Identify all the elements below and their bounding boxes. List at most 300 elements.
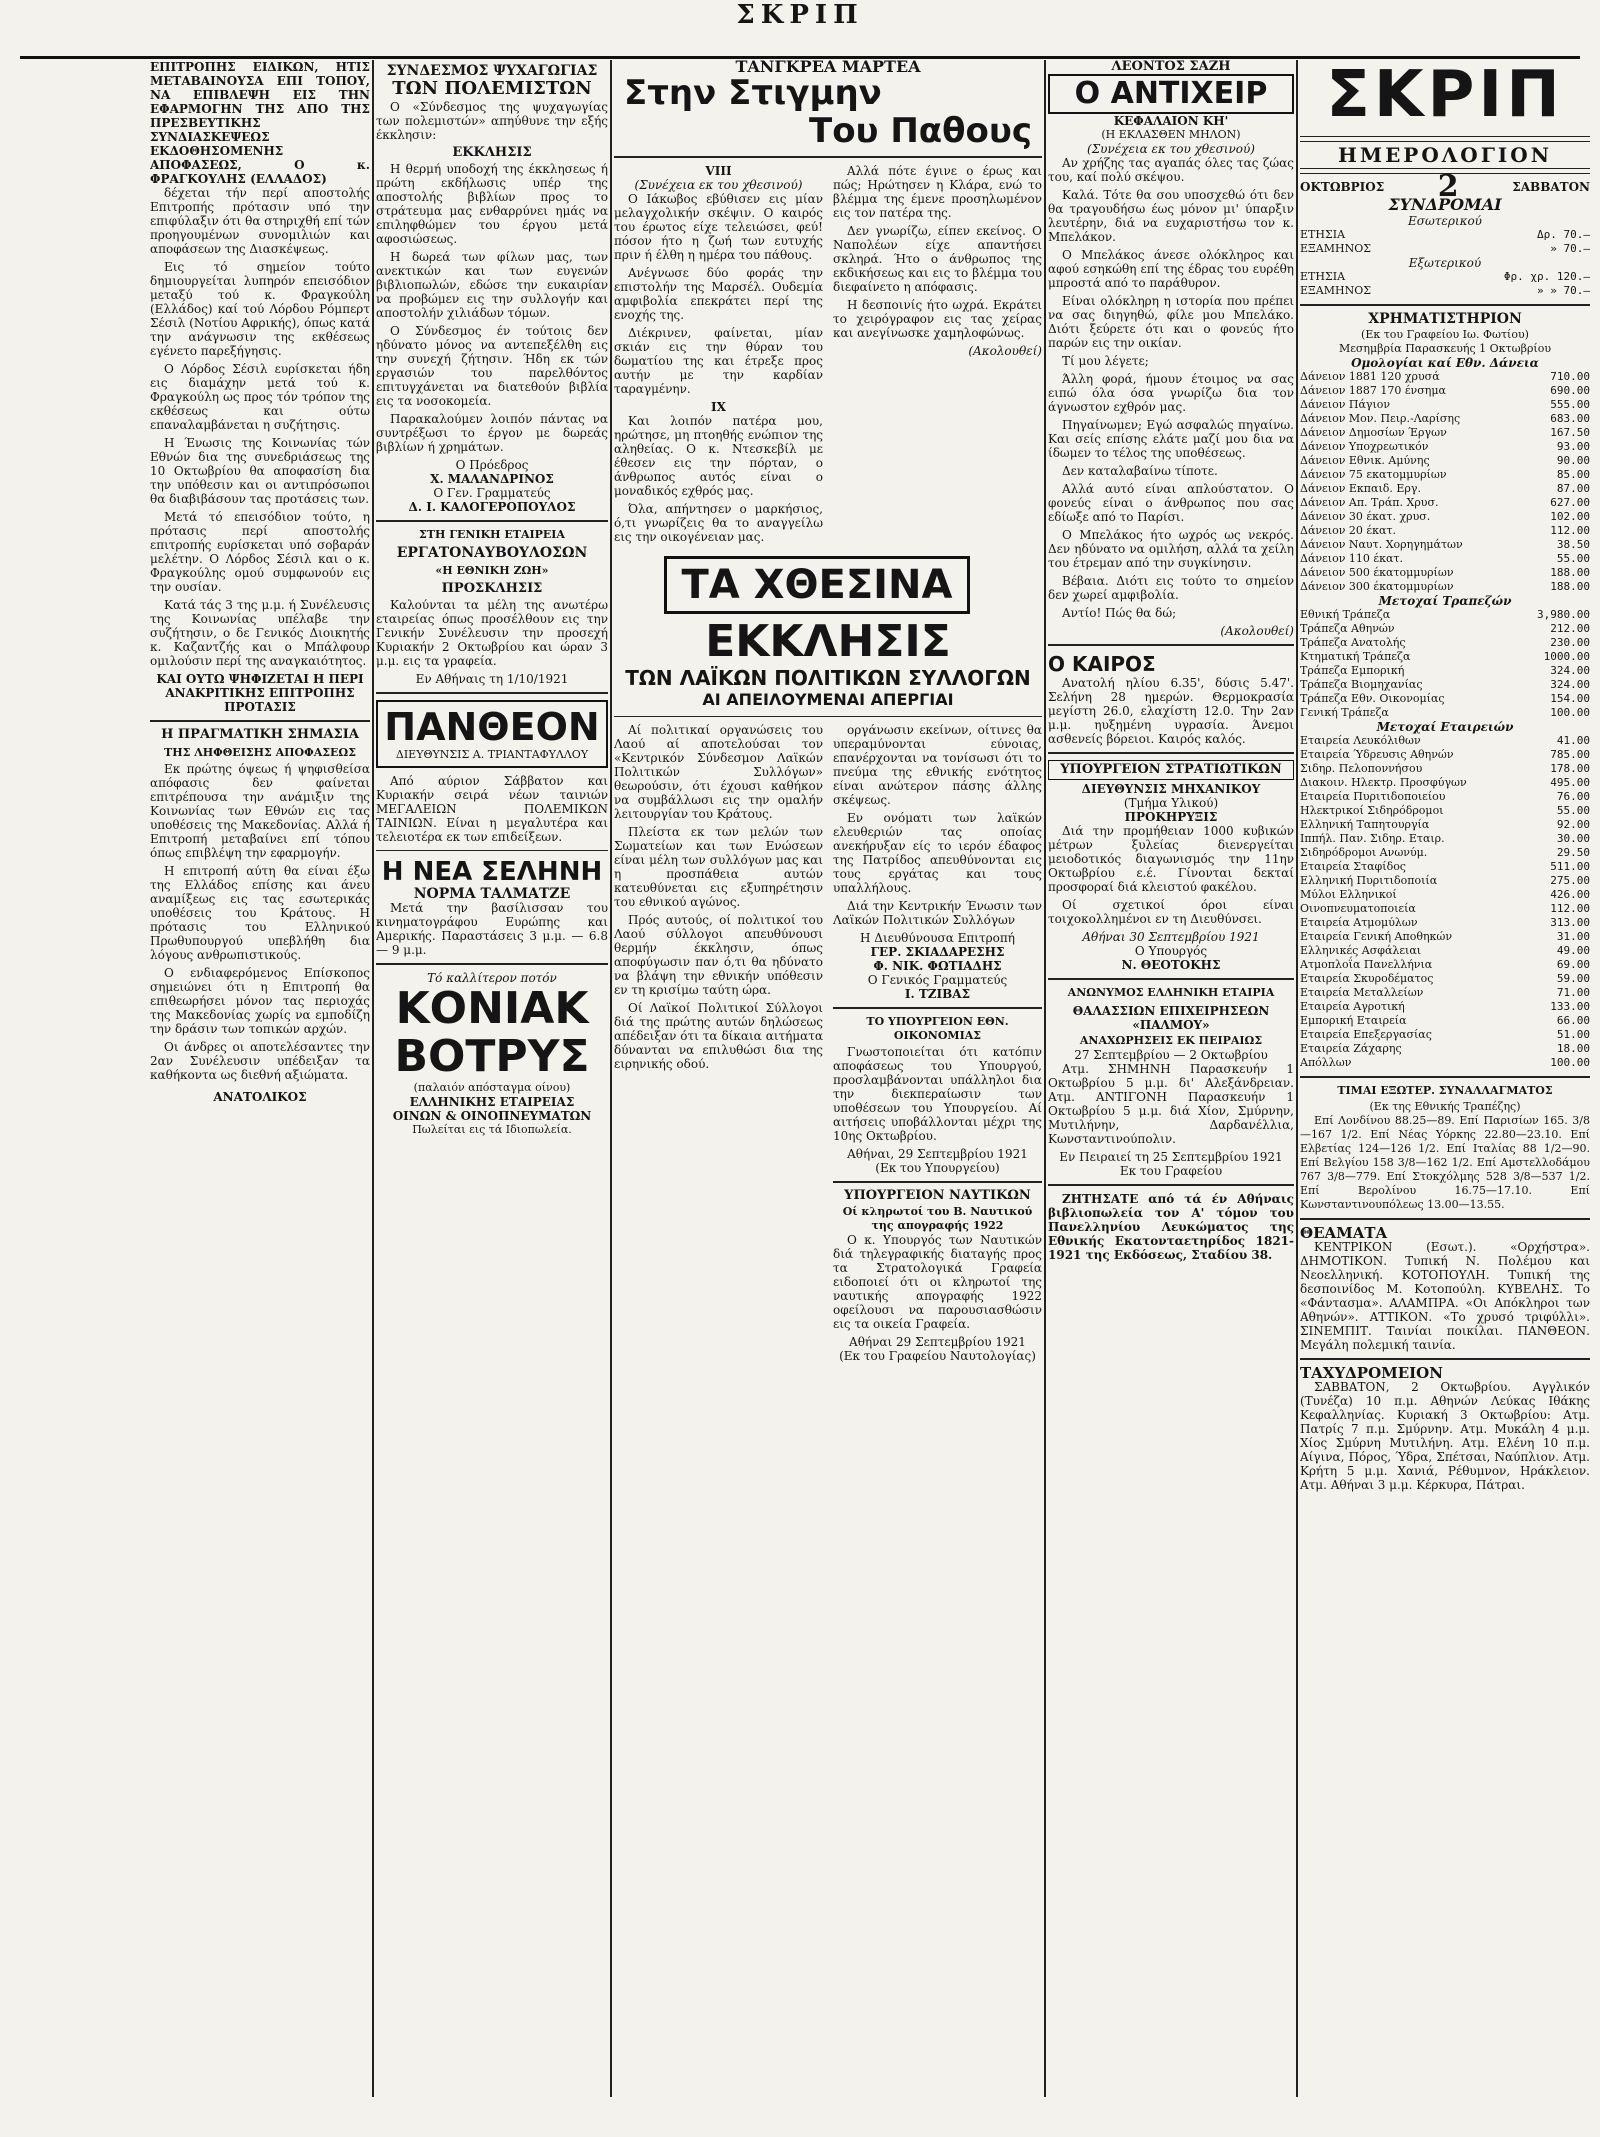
column-3: [614, 60, 1042, 2117]
pantheon-subtitle: ΔΙΕΥΘΥΝΣΙΣ Α. ΤΡΙΑΝΤΑΦΥΛΛΟΥ: [395, 748, 589, 761]
section-rule: [1300, 1076, 1590, 1078]
section-rule: [1048, 978, 1294, 980]
bank-share-row: [1300, 622, 1590, 636]
loan-label: Δάνειον 20 έκατ.: [1300, 524, 1396, 537]
article-paragraph: Η επιτροπή αύτη θα είναι έξω της Ελλάδος επίσης και άνευ αναμίξεως εις τας εσωτερικάς υποθέσεις του Κράτους. Η πρότασις του Ελληνικού Πρωθυπουργού υπεβλήθη δια λόγους ανθρωπιστικούς.: [150, 864, 370, 962]
masthead: ΣΚΡΙΠ: [1326, 60, 1564, 132]
column-1: [150, 60, 370, 2117]
appeal-left: [614, 723, 823, 1363]
article-paragraph: Εκ πρώτης όψεως ή ψηφισθείσα απόφασις δεν φαίνεται επιτρέπουσα την ανάμιξιν της Κοινωνίας των Εθνών εις τας υποθέσεις της Μακεδονίας. Αλλά ή Επιτροπή μεταβαίνει επί τόπου όπως επιβλέψη την εφαρμογήν.: [150, 762, 370, 860]
company-share-label: Εταιρεία Λευκόλιθων: [1300, 734, 1421, 747]
subscription-label: ΕΤΗΣΙΑ: [1300, 228, 1346, 241]
loan-label: Δάνειον 1881 120 χρυσά: [1300, 370, 1440, 383]
company-share-row: [1300, 1028, 1590, 1042]
bank-share-row: [1300, 664, 1590, 678]
bank-share-row: [1300, 678, 1590, 692]
pantheon-text: Από αύριον Σάββατον και Κυριακήν σειρά νέων ταινιών ΜΕΓΑΛΕΙΩΝ ΠΟΛΕΜΙΚΩΝ ΤΑΙΝΙΩΝ. Είναι η μεγαλυτέρα και τελειοτέρα εκ των επιδείξεων.: [376, 774, 608, 844]
subscription-value: Φρ. χρ. 120.—: [1503, 270, 1590, 283]
article-paragraph: δέχεται τήν περί αποστολής Επιτροπής πρότασιν υπό την επιφύλαξιν ότι θα στηριχθή επί τών προηγουμένων συνομιλιών και αποφάσεων της Διασκέψεως.: [150, 186, 370, 256]
article-subhead: ΚΑΙ ΟΥΤΩ ΨΗΦΙΖΕΤΑΙ Η ΠΕΡΙ ΑΝΑΚΡΙΤΙΚΗΣ ΕΠΙΤΡΟΠΗΣ ΠΡΟΤΑΣΙΣ: [156, 672, 364, 714]
company-share-value: 18.00: [1556, 1042, 1590, 1055]
article-paragraph: Οι άνδρες οι αποτελέσαντες την 2αν Συνέλευσιν υπέδειξαν τα καθήκοντα ως διεθνή αξιώματα.: [150, 1040, 370, 1082]
column-divider: [372, 60, 374, 2097]
notice-heading: ΕΡΓΑΤΟΝΑΥΒΟΥΛΟΣΩΝ: [396, 545, 588, 561]
bank-share-label: Τράπεζα Εθν. Οικονομίας: [1300, 692, 1445, 705]
company-share-row: [1300, 958, 1590, 972]
serial-continued: (Ακολουθεί): [1220, 624, 1294, 638]
loan-label: Δάνειον Ναυτ. Χορηγημάτων: [1300, 538, 1463, 551]
serial-paragraph: Είναι ολόκληρη η ιστορία που πρέπει να σας διηγηθώ, φίλε μου Μπελάκο. Διότι ξεύρετε ότι και ο φονεύς ήτο παρών εις την οικίαν.: [1048, 294, 1294, 350]
company-share-row: [1300, 986, 1590, 1000]
loan-label: Δάνειον 500 έκατομμυρίων: [1300, 566, 1454, 579]
bank-share-row: [1300, 692, 1590, 706]
serial-continued: (Ακολουθεί): [968, 344, 1042, 358]
appeal-paragraph: Οί Λαϊκοί Πολιτικοί Σύλλογοι διά της πρώτης αυτών δηλώσεως απέδειξαν ότι τα δίκαια αιτήματα δύνανται να επιλυθώσι δια της ειρηνικής οδού.: [614, 1001, 823, 1071]
article-paragraph: Εις τό σημείον τούτο δημιουργείται λυπηρόν επεισόδιον μεταξύ τού κ. Φραγκούλη (Ελλάδος) καί τού Λόρδου Ρόμπερτ Σέσιλ (Νοτίου Αφρικής), όπως κατά την ανάγνωσιν της εκθέσεως εγένετο παρεξήγησις.: [150, 260, 370, 358]
loan-value: 690.00: [1550, 384, 1590, 397]
serial-paragraph: Ο Μπελάκος ήτο ωχρός ως νεκρός. Δεν ηδύνατο να ομιλήση, αλλά τα χείλη του έτρεμαν από την συγκίνησιν.: [1048, 528, 1294, 570]
loan-label: Δάνειον 30 έκατ. χρυσ.: [1300, 510, 1431, 523]
selini-subtitle: ΝΟΡΜΑ ΤΑΛΜΑΤΖΕ: [413, 886, 571, 902]
article-signature: ΑΝΑΤΟΛΙΚΟΣ: [213, 1090, 307, 1104]
loan-row: [1300, 510, 1590, 524]
company-share-label: Εταιρεία Πυριτιδοποιείου: [1300, 790, 1446, 803]
subscription-row: [1300, 228, 1590, 242]
company-share-label: Εμπορική Εταιρεία: [1300, 1014, 1407, 1027]
weather-text: Ανατολή ηλίου 6.35', δύσις 5.47'. Σελήνη 28 ημερών. Θερμοκρασία μεγίστη 26.0, ελαχίστη 12.0. Την 2αν μ.μ. ηυξημένη υγρασία. Άνεμοι ασθενείς βόρειοι. Καιρός καλός.: [1048, 676, 1294, 746]
bank-share-row: [1300, 608, 1590, 622]
signature-name: Χ. ΜΑΛΑΝΔΡΙΝΟΣ: [430, 472, 554, 486]
navy-text: Ο κ. Υπουργός των Ναυτικών διά τηλεγραφικής διαταγής προς τα Στρατολογικά Γραφεία ειδοποιεί ότι οι κληρωτοί της ναυτικής απογραφής 1922 οφείλουσι να παρουσιασθώσιν εις τα οικεία Γραφεία.: [833, 1233, 1042, 1331]
section-heading: Η ΠΡΑΓΜΑΤΙΚΗ ΣΗΜΑΣΙΑ: [161, 727, 359, 742]
subscriptions-heading: ΣΥΝΔΡΟΜΑΙ: [1388, 195, 1502, 214]
company-share-value: 92.00: [1556, 818, 1590, 831]
bank-share-value: 212.00: [1550, 622, 1590, 635]
section-rule: [833, 1181, 1042, 1183]
company-share-value: 29.50: [1556, 846, 1590, 859]
company-share-label: Εταιρεία Σταφίδος: [1300, 860, 1406, 873]
company-share-row: [1300, 902, 1590, 916]
theatre-heading: ΘΕΑΜΑΤΑ: [1300, 1224, 1388, 1242]
company-share-label: Απόλλων: [1300, 1056, 1352, 1069]
date-weekday: ΣΑΒΒΑΤΟΝ: [1512, 180, 1590, 194]
company-share-label: Εταιρεία Σκυροδέματος: [1300, 972, 1434, 985]
section-rule: [1300, 1218, 1590, 1220]
date-day: 2: [1437, 169, 1459, 204]
serial-paragraph: Ο Ιάκωβος εβύθισεν εις μίαν μελαγχολικήν σκέψιν. Ο καιρός του έρωτος είχε τελειώσει, φεύ! πόσον ήτο η ζωή των ευτυχής πριν ή έλθη η ημέρα του πάθους.: [614, 192, 823, 262]
company-share-value: 71.00: [1556, 986, 1590, 999]
ad-brand: ΒΟΤΡΥΣ: [394, 1031, 590, 1082]
article-paragraph: Η Ένωσις της Κοινωνίας τών Εθνών δια της συνεδριάσεως της 10 Οκτωβρίου θα αποφασίση δια την υπόθεσιν και οι αντιπρόσωποι θα διαβιβάσουν τας προτάσεις των.: [150, 436, 370, 506]
companies-heading: Μετοχαί Εταιρειών: [1376, 720, 1514, 734]
signature-title: Ο Πρόεδρος: [455, 458, 529, 472]
article-paragraph: Παρακαλούμεν λοιπόν πάντας να συντρέξωσι το έργον με δωρεάς βιβλίων ή χρημάτων.: [376, 412, 608, 454]
company-share-label: Ιππήλ. Παν. Σιδηρ. Εταιρ.: [1300, 832, 1445, 845]
company-share-row: [1300, 776, 1590, 790]
section-rule: [833, 1007, 1042, 1009]
shipping-text: Ατμ. ΣΗΜΗΝΗ Παρασκευήν 1 Οκτωβρίου 5 μ.μ. δι' Αλεξάνδρειαν. Ατμ. ΑΝΤΙΓΟΝΗ Παρασκευήν 1 Οκτωβρίου 5 μ.μ. διά Χίον, Σμύρνην, Μυτιλήνην, Δαρδανέλλια, Κωνσταντινούπολιν.: [1048, 1062, 1294, 1146]
notice-date: Εν Αθήναις τη 1/10/1921: [415, 672, 569, 686]
bank-share-label: Τράπεζα Βιομηχανίας: [1300, 678, 1423, 691]
serial-paragraph: Αντίο! Πώς θα δώ;: [1062, 606, 1177, 620]
military-subheading: (Τμήμα Υλικού): [1123, 796, 1219, 810]
ad-company: ΟΙΝΩΝ & ΟΙΝΟΠΝΕΥΜΑΤΩΝ: [392, 1109, 592, 1123]
serial-body: [614, 164, 1042, 548]
column-2: [376, 60, 608, 2117]
company-share-row: [1300, 874, 1590, 888]
serial-note: (Συνέχεια εκ του χθεσινού): [634, 178, 803, 192]
section-subheading: ΤΗΣ ΛΗΦΘΕΙΣΗΣ ΑΠΟΦΑΣΕΩΣ: [164, 746, 356, 759]
serial-left: [614, 164, 823, 548]
loan-row: [1300, 468, 1590, 482]
appeal-paragraph: Διά την Κεντρικήν Ένωσιν των Λαϊκών Πολιτικών Συλλόγων: [833, 899, 1042, 927]
section-rule: [150, 720, 370, 722]
bank-share-label: Τράπεζα Εμπορική: [1300, 664, 1405, 677]
company-share-value: 275.00: [1550, 874, 1590, 887]
column-5: [1300, 60, 1590, 2117]
military-subheading: ΠΡΟΚΗΡΥΞΙΣ: [1124, 810, 1218, 824]
military-sig: Ν. ΘΕΟΤΟΚΗΣ: [1121, 958, 1221, 972]
company-share-label: Ατμοπλοΐα Πανελλήνια: [1300, 958, 1433, 971]
shipping-heading: ΑΝΩΝΥΜΟΣ ΕΛΛΗΝΙΚΗ ΕΤΑΙΡΙΑ: [1067, 986, 1275, 999]
navy-sig: (Εκ του Γραφείου Ναυτολογίας): [839, 1349, 1036, 1363]
company-share-row: [1300, 748, 1590, 762]
bank-share-row: [1300, 650, 1590, 664]
subscriptions-abroad: Εξωτερικού: [1408, 256, 1482, 270]
exchange-heading: ΧΡΗΜΑΤΙΣΤΗΡΙΟΝ: [1368, 311, 1522, 327]
appeal-paragraph: οργάνωσιν εκείνων, οίτινες θα υπεραμύνονται εύνοιας, επανέρχονται να τονίσωσι ότι το πνεύμα της εθνικής ενότητος είναι ανώτερον πάσης άλλης σκέψεως.: [833, 723, 1042, 807]
signature-title: Ο Γεν. Γραμματεύς: [433, 486, 551, 500]
company-share-row: [1300, 944, 1590, 958]
chapter-number: IX: [711, 400, 726, 414]
company-share-label: Εταιρεία Μεταλλείων: [1300, 986, 1424, 999]
loan-row: [1300, 384, 1590, 398]
company-share-value: 59.00: [1556, 972, 1590, 985]
loan-label: Δάνειον Απ. Τράπ. Χρυσ.: [1300, 496, 1439, 509]
serial-paragraph: Πηγαίνωμεν; Εγώ ασφαλώς πηγαίνω. Και σείς επίσης ελάτε μαζί μου δια να ίδωμεν το τέλος της υποθέσεως.: [1048, 418, 1294, 460]
loan-label: Δάνειον Πάγιον: [1300, 398, 1391, 411]
bank-share-row: [1300, 636, 1590, 650]
company-share-row: [1300, 1000, 1590, 1014]
loan-value: 87.00: [1556, 482, 1590, 495]
company-share-row: [1300, 916, 1590, 930]
article-paragraph: Κατά τάς 3 της μ.μ. ή Συνέλευσις της Κοινωνίας υπέλαβε την συζήτησιν, ο δε Γενικός Διοικητής κ. Καζαντζής και ο Μπάλφουρ ομιλούσιν περί της αναγκαιότητος.: [150, 598, 370, 668]
article-paragraph: Ο ενδιαφερόμενος Επίσκοπος σημειώνει ότι η Επιτροπή θα επιθεωρήσει μόνον τας περιοχάς της Μακεδονίας χωρίς να εμποδίζη την δράσιν των τοπικών αρχών.: [150, 966, 370, 1036]
serial-paragraph: Και λοιπόν πατέρα μου, ηρώτησε, μη πτοηθής ενώπιον της αληθείας. Ο κ. Ντεσκεβίλ με έθεσεν εις την πόρταν, ο άνθρωπος αυτός είναι ο μοναδικός εχθρός μας.: [614, 414, 823, 498]
serial-paragraph: Τί μου λέγετε;: [1062, 354, 1149, 368]
loan-row: [1300, 496, 1590, 510]
appeal-sign-title: Η Διευθύνουσα Επιτροπή: [860, 931, 1015, 945]
subscription-row: [1300, 270, 1590, 284]
company-share-label: Σιδηρ. Πελοποννήσου: [1300, 762, 1423, 775]
company-share-row: [1300, 846, 1590, 860]
company-share-row: [1300, 818, 1590, 832]
ad-brand: ΚΟΝΙΑΚ: [395, 983, 589, 1034]
serial-paragraph: Βέβαια. Διότι εις τούτο το σημείον δεν χωρεί αμφιβολία.: [1048, 574, 1294, 602]
article-heading: ΤΩΝ ΠΟΛΕΜΙΣΤΩΝ: [392, 78, 592, 99]
serial-paragraph: Αν χρήζης τας αγαπάς όλες τας ζώας του, καί πολύ σκέψου.: [1048, 156, 1294, 184]
chapter-heading: ΚΕΦΑΛΑΙΟΝ ΚΗ': [1113, 114, 1229, 128]
section-rule: [614, 716, 1042, 717]
article-headline: ΕΠΙΤΡΟΠΗΣ ΕΙΔΙΚΩΝ, ΗΤΙΣ ΜΕΤΑΒΑΙΝΟΥΣΑ ΕΠΙ ΤΟΠΟΥ, ΝΑ ΕΠΙΒΛΕΨΗ ΕΙΣ ΤΗΝ ΕΦΑΡΜΟΓΗΝ ΤΗΣ ΑΠΟ ΤΗΣ ΠΡΕΣΒΕΥΤΙΚΗΣ ΣΥΝΔΙΑΣΚΕΨΕΩΣ ΕΚΔΟΘΗΣΟΜΕΝΗΣ ΑΠΟΦΑΣΕΩΣ, Ο κ. ΦΡΑΓΚΟΥΛΗΣ (ΕΛΛΑΔΟΣ): [150, 60, 370, 186]
masthead-rule: [1300, 136, 1590, 142]
top-rule: [20, 56, 1580, 59]
loan-value: 112.00: [1550, 524, 1590, 537]
section-rule: [1300, 1358, 1590, 1360]
navy-date: Αθήναι 29 Σεπτεμβρίου 1921: [849, 1335, 1026, 1349]
company-share-row: [1300, 1056, 1590, 1070]
military-subheading: ΔΙΕΥΘΥΝΣΙΣ ΜΗΧΑΝΙΚΟΥ: [1081, 782, 1261, 796]
loan-value: 710.00: [1550, 370, 1590, 383]
section-rule: [376, 850, 608, 851]
company-share-value: 31.00: [1556, 930, 1590, 943]
company-share-row: [1300, 832, 1590, 846]
appeal-sign-name: Ι. ΤΖΙΒΑΣ: [904, 987, 971, 1001]
section-rule: [1048, 644, 1294, 646]
company-share-value: 313.00: [1550, 916, 1590, 929]
loan-row: [1300, 566, 1590, 580]
loan-value: 167.50: [1550, 426, 1590, 439]
company-share-row: [1300, 734, 1590, 748]
fx-text: Επί Λονδίνου 88.25—89. Επί Παρισίων 165. 3/8—167 1/2. Επί Νέας Υόρκης 22.80—23.10. Επί Ελβετίας 124—126 1/2. Επί Ιταλίας 88 1/2—90. Επί Βελγίου 158 3/8—162 1/2. Επί Αμστελλοδάμου 767 3/8—779. Επί Στοκχόλμης 528 3/8—537 1/2. Επί Βερολίνου 16.75—17.10. Επί Κωνσταντινουπόλεως 13.00—13.55.: [1300, 1114, 1590, 1211]
appeal-headline: ΕΚΚΛΗΣΙΣ: [705, 616, 951, 667]
loan-row: [1300, 412, 1590, 426]
military-text: Οί σχετικοί όροι είναι τοιχοκολλημένοι εν τη Διευθύνσει.: [1048, 898, 1294, 926]
ministry-sig: (Εκ του Υπουργείου): [875, 1161, 1000, 1175]
company-share-label: Μύλοι Ελληνικοί: [1300, 888, 1397, 901]
company-share-label: Εταιρεία Ατμομύλων: [1300, 916, 1418, 929]
ad-company: ΕΛΛΗΝΙΚΗΣ ΕΤΑΙΡΕΙΑΣ: [409, 1095, 575, 1109]
subscription-value: » » 70.—: [1537, 284, 1590, 297]
section-rule: [376, 963, 608, 965]
subscription-label: ΕΞΑΜΗΝΟΣ: [1300, 242, 1371, 255]
company-share-value: 69.00: [1556, 958, 1590, 971]
article-paragraph: Ο Λόρδος Σέσιλ ευρίσκεται ήδη εις διαμάχην μετά τού κ. Φραγκούλη ως προς τόν τρόπον της εκθέσεως και ούτω επαναλαμβάνεται η συζήτησις.: [150, 362, 370, 432]
serial-note: (Συνέχεια εκ του χθεσινού): [1087, 142, 1255, 156]
bank-share-label: Εθνική Τράπεζα: [1300, 608, 1391, 621]
serial-paragraph: Ο Μπελάκος άνεσε ολόκληρος και αφού εσηκώθη επί της έδρας του ευρέθη μπροστά από το παράθυρον.: [1048, 248, 1294, 290]
loan-value: 38.50: [1556, 538, 1590, 551]
navy-subheading: Οί κληρωτοί του Β. Ναυτικού της απογραφής 1922: [842, 1205, 1033, 1232]
loan-label: Δάνειον 75 εκατομμυρίων: [1300, 468, 1447, 481]
loan-value: 85.00: [1556, 468, 1590, 481]
company-share-value: 511.00: [1550, 860, 1590, 873]
loan-value: 102.00: [1550, 510, 1590, 523]
column-divider: [1296, 60, 1298, 2097]
military-date: Αθήναι 30 Σεπτεμβρίου 1921: [1082, 930, 1260, 944]
section-rule: [376, 692, 608, 694]
loan-value: 93.00: [1556, 440, 1590, 453]
company-share-label: Ελληνικές Ασφάλειαι: [1300, 944, 1422, 957]
loan-row: [1300, 482, 1590, 496]
company-share-value: 30.00: [1556, 832, 1590, 845]
loan-label: Δάνειον Εθνικ. Αμύνης: [1300, 454, 1430, 467]
article-paragraph: Μετά τό επεισόδιον τούτο, η πρότασις περί αποστολής επιτροπής ευρίσκεται υπό σοβαράν μελέτην. Ο Λόρδος Σέσιλ και ο κ. Φραγκούλης ομού συμφωνούν εις την ουσίαν.: [150, 510, 370, 594]
company-share-value: 178.00: [1550, 762, 1590, 775]
company-share-value: 133.00: [1550, 1000, 1590, 1013]
companies-list: [1300, 734, 1590, 1070]
shipping-heading: ΘΑΛΑΣΣΙΩΝ ΕΠΙΧΕΙΡΗΣΕΩΝ «ΠΑΛΜΟΥ»: [1072, 1004, 1270, 1032]
appeal-paragraph: Εν ονόματι των λαϊκών ελευθεριών τας οποίας ανεκήρυξαν είς το ιερόν έδαφος της Πατρίδος απευθύνονται εις τους εργάτας και τους υπαλλήλους.: [833, 811, 1042, 895]
notice-heading: ΣΤΗ ΓΕΝΙΚΗ ΕΤΑΙΡΕΙΑ: [419, 528, 565, 541]
loan-value: 188.00: [1550, 580, 1590, 593]
theatre-text: ΚΕΝΤΡΙΚΟΝ (Εσωτ.). «Ορχήστρα». ΔΗΜΟΤΙΚΟΝ. Τυπική Ν. Πολέμου και Νεοελληνική. ΚΟΤΟΠΟΥΛΗ. Τυπική της δεσποινίδος Μ. Κοτοπούλη. ΚΥΒΕΛΗΣ. Το «Φάντασμα». ΑΛΑΜΠΡΑ. «Οι Απόκληροι των Αθηνών». ΑΤΤΙΚΟΝ. «Το χρυσό τριφύλλι». ΣΙΝΕΜΠΙΤ. Ταινίαι ποικίλαι. ΠΑΝΘΕΟΝ. Μεγάλη πολεμική ταινία.: [1300, 1240, 1590, 1352]
appeal-subheadline: ΤΩΝ ΛΑΪΚΩΝ ΠΟΛΙΤΙΚΩΝ ΣΥΛΛΟΓΩΝ: [625, 666, 1031, 690]
appeal-body: [614, 723, 1042, 1363]
company-share-value: 426.00: [1550, 888, 1590, 901]
loan-row: [1300, 580, 1590, 594]
military-heading: ΥΠΟΥΡΓΕΙΟΝ ΣΤΡΑΤΙΩΤΙΚΩΝ: [1048, 760, 1294, 780]
subscription-row: [1300, 284, 1590, 298]
article-paragraph: Η θερμή υποδοχή της έκκλησεως ή πρώτη εκδήλωσις υπέρ της αποστολής βιβλίων προς το στράτευμα μας ενθαρρύνει ημάς να επιληφθώμεν του έργου μετά αφοσιώσεως.: [376, 162, 608, 246]
serial-paragraph: Καλά. Τότε θα σου υποσχεθώ ότι δεν θα τραγουδήσω έως μόνον μι' ύπαρξιν λευτέρην, διά να ευχαριστήσω τον κ. Μπελάκον.: [1048, 188, 1294, 244]
bank-share-value: 100.00: [1550, 706, 1590, 719]
column-4: [1048, 60, 1294, 2117]
article-paragraph: Ο «Σύνδεσμος της ψυχαγωγίας των πολεμιστών» απηύθυνε την εξής έκκλησιν:: [376, 100, 608, 142]
fx-note: (Εκ της Εθνικής Τραπέζης): [1369, 1100, 1521, 1113]
loan-row: [1300, 552, 1590, 566]
serial-paragraph: Ανέγνωσε δύο φοράς την επιστολήν της Μαρσέλ. Ουδεμία αμφιβολία επεκράτει περί της ενοχής της.: [614, 266, 823, 322]
company-share-value: 55.00: [1556, 804, 1590, 817]
company-share-label: Σιδηρόδρομοι Ανωνύμ.: [1300, 846, 1428, 859]
appeal-subheadline: ΑΙ ΑΠΕΙΛΟΥΜΕΝΑΙ ΑΠΕΡΓΙΑΙ: [702, 690, 954, 709]
serial-paragraph: Δεν καταλαβαίνω τίποτε.: [1062, 464, 1218, 478]
military-text: Διά την προμήθειαν 1000 κυβικών μέτρων ξυλείας διενεργείται μειοδοτικός διαγωνισμός την 11ην Οκτωβρίου ε.έ. Γίνονται δεκταί προσφοραί διά κλειστού φακέλου.: [1048, 824, 1294, 894]
column-divider: [610, 60, 612, 2097]
company-share-value: 112.00: [1550, 902, 1590, 915]
notice-heading: «Η ΕΘΝΙΚΗ ΖΩΗ»: [435, 564, 549, 577]
section-rule: [376, 520, 608, 522]
article-paragraph: Ο Σύνδεσμος έν τούτοις δεν ηδύνατο μόνος να αντεπεξέλθη εις την συνεχή ζήτησιν. Ήδη εκ τών εργασιών του παρελθόντος επιτυγχάνεται να διατεθούν βιβλία εις τα νοσοκομεία.: [376, 324, 608, 408]
loans-heading: Ομολογίαι καί Εθν. Δάνεια: [1351, 356, 1539, 370]
appeal-paragraph: Πλείστα εκ των μελών των Σωματείων και των Ενώσεων είναι μέλη των συλλόγων μας και η προσπάθεια αυτών κατευθύνεται εις εξυπηρέτησιν του εθνικού αγώνος.: [614, 825, 823, 909]
ad-preline: Τό καλλίτερον ποτόν: [427, 971, 557, 985]
loan-label: Δάνειον Εκπαιδ. Εργ.: [1300, 482, 1421, 495]
subscription-value: Δρ. 70.—: [1537, 228, 1590, 241]
company-share-row: [1300, 1014, 1590, 1028]
company-share-value: 41.00: [1556, 734, 1590, 747]
section-rule: [1300, 304, 1590, 306]
company-share-label: Εταιρεία Αγροτική: [1300, 1000, 1405, 1013]
appeal-paragraph: Πρός αυτούς, οί πολιτικοί του Λαού σύλλογοι απευθύνουσι θερμήν έκκλησιν, όπως αποφύγωσιν παν ό,τι θα ηδύνατο να βλάψη την εθνικήν υπόθεσιν εν τη κρισίμω ταύτη ώρα.: [614, 913, 823, 997]
serial-title: Του Παθους: [809, 111, 1032, 151]
loan-label: Δάνειον Υποχρεωτικόν: [1300, 440, 1429, 453]
company-share-row: [1300, 790, 1590, 804]
ministry-date: Αθήναι, 29 Σεπτεμβρίου 1921: [847, 1147, 1028, 1161]
loan-row: [1300, 538, 1590, 552]
bank-share-label: Τράπεζα Ανατολής: [1300, 636, 1406, 649]
exchange-note: Μεσημβρία Παρασκευής 1 Οκτωβρίου: [1338, 342, 1552, 355]
loans-list: [1300, 370, 1590, 594]
article-subheading: ΕΚΚΛΗΣΙΣ: [452, 145, 532, 160]
company-share-row: [1300, 888, 1590, 902]
ministry-heading: ΤΟ ΥΠΟΥΡΓΕΙΟΝ ΕΘΝ. ΟΙΚΟΝΟΜΙΑΣ: [866, 1015, 1009, 1042]
banks-heading: Μετοχαί Τραπεζών: [1378, 594, 1512, 608]
company-share-row: [1300, 762, 1590, 776]
loan-value: 55.00: [1556, 552, 1590, 565]
company-share-value: 785.00: [1550, 748, 1590, 761]
loan-value: 90.00: [1556, 454, 1590, 467]
loan-label: Δάνειον 300 έκατομμυρίων: [1300, 580, 1454, 593]
selini-text: Μετά την βασίλισσαν του κινηματογράφου Ευρώπης και Αμερικής. Παραστάσεις 3 μ.μ. — 6.8 — 9 μ.μ.: [376, 901, 608, 957]
serial-title: Στην Στιγμην: [624, 73, 882, 113]
loan-row: [1300, 454, 1590, 468]
company-share-value: 49.00: [1556, 944, 1590, 957]
loan-label: Δάνειον 1887 170 ένσημα: [1300, 384, 1446, 397]
serial-paragraph: Άλλη φορά, ήμουν έτοιμος να σας ειπώ όλα όσα γνωρίζω δια τον άγνωστον εχθρόν μας.: [1048, 372, 1294, 414]
ad-where: Πωλείται εις τά Ιδιοπωλεία.: [412, 1123, 572, 1136]
serial-paragraph: Αλλά πότε έγινε ο έρως και πώς; Ηρώτησεν η Κλάρα, ενώ το βλέμμα της έμενε προσηλωμένον εις τον πατέρα της.: [833, 164, 1042, 220]
military-sig-title: Ο Υπουργός: [1134, 944, 1208, 958]
subscriptions-inland: Εσωτερικού: [1408, 214, 1482, 228]
bank-share-value: 324.00: [1550, 664, 1590, 677]
navy-heading: ΥΠΟΥΡΓΕΙΟΝ ΝΑΥΤΙΚΩΝ: [844, 1188, 1031, 1203]
company-share-value: 76.00: [1556, 790, 1590, 803]
subscription-value: » 70.—: [1550, 242, 1590, 255]
post-text: ΣΑΒΒΑΤΟΝ, 2 Οκτωβρίου. Αγγλικόν (Τυνέζα) 10 π.μ. Αθηνών Λεύκας Ιθάκης Κεφαλληνίας. Κυριακή 3 Οκτωβρίου: Ατμ. Πατρίς 7 π.μ. Σμύρνην. Ατμ. Μυκάλη 4 μ.μ. Χίος Σμύρνη Μυτιλήνη. Ατμ. Ελένη 10 π.μ. Αίγινα, Πόρος, Ύδρα, Σπέτσαι, Ναύπλιον. Ατμ. Κρήτη 5 μ.μ. Χανιά, Ρέθυμνον, Ηράκλειον. Ατμ. Αθήναι 3 μ.μ. Κέρκυρα, Πάτραι.: [1300, 1380, 1590, 1492]
loan-value: 627.00: [1550, 496, 1590, 509]
serial-title: Ο ΑΝΤΙΧΕΙΡ: [1048, 74, 1294, 114]
serial-right: [833, 164, 1042, 548]
company-share-label: Εταιρεία Γενική Αποθηκών: [1300, 930, 1453, 943]
appeal-right: [833, 723, 1042, 1363]
bank-share-value: 1000.00: [1543, 650, 1590, 663]
loan-label: Δάνειον Δημοσίων Έργων: [1300, 426, 1447, 439]
loan-value: 188.00: [1550, 566, 1590, 579]
serial-paragraph: Η δεσποινίς ήτο ωχρά. Εκράτει το χειρόγραφον εις τας χείρας και ανεγίνωσκε χαμηλοφώνως.: [833, 298, 1042, 340]
bank-share-value: 154.00: [1550, 692, 1590, 705]
bank-share-label: Γενική Τράπεζα: [1300, 706, 1389, 719]
company-share-label: Διακοιν. Ηλεκτρ. Προσφύγων: [1300, 776, 1467, 789]
chapter-number: VIII: [705, 164, 732, 178]
selini-title: Η ΝΕΑ ΣΕΛΗΝΗ: [381, 857, 603, 887]
company-share-label: Εταιρεία Ζάχαρης: [1300, 1042, 1402, 1055]
weather-heading: Ο ΚΑΙΡΟΣ: [1048, 652, 1156, 676]
ad-note: (παλαιόν απόσταγμα οίνου): [413, 1081, 571, 1094]
serial-author: ΤΑΝΓΚΡΕΑ ΜΑΡΤΕΑ: [735, 60, 921, 76]
pantheon-title: ΠΑΝΘΕΟΝ: [384, 705, 600, 749]
appeal-sign-name: Φ. ΝΙΚ. ΦΩΤΙΑΔΗΣ: [873, 959, 1002, 973]
yesterday-banner: ΤΑ ΧΘΕΣΙΝΑ: [664, 556, 970, 614]
loan-label: Δάνειον Μον. Πειρ.-Λαρίσης: [1300, 412, 1461, 425]
subscription-label: ΕΤΗΣΙΑ: [1300, 270, 1346, 283]
post-heading: ΤΑΧΥΔΡΟΜΕΙΟΝ: [1300, 1364, 1443, 1382]
chapter-subheading: (Η ΕΚΛΑΣΘΕΝ ΜΗΛΟΝ): [1101, 128, 1241, 141]
loan-row: [1300, 370, 1590, 384]
subscription-row: [1300, 242, 1590, 256]
company-share-value: 495.00: [1550, 776, 1590, 789]
shipping-date: Εν Πειραιεί τη 25 Σεπτεμβρίου 1921: [1059, 1150, 1283, 1164]
company-share-label: Ελληνική Πυριτιδοποιία: [1300, 874, 1438, 887]
exchange-note: (Εκ του Γραφείου Ιω. Φωτίου): [1361, 328, 1529, 341]
company-share-row: [1300, 930, 1590, 944]
bank-share-value: 230.00: [1550, 636, 1590, 649]
calendar-heading: ΗΜΕΡΟΛΟΓΙΟΝ: [1338, 143, 1552, 167]
appeal-paragraph: Αί πολιτικαί οργανώσεις του Λαού αί αποτελούσαι τον «Κεντρικόν Σύνδεσμον Λαϊκών Πολιτικών Συλλόγων» θεωρούσιν, ότι έχουσι καθήκον να συμβάλλωσι εις την ομαλήν λειτουργίαν του Κράτους.: [614, 723, 823, 821]
loan-value: 555.00: [1550, 398, 1590, 411]
shipping-dates: 27 Σεπτεμβρίου — 2 Οκτωβρίου: [1074, 1048, 1268, 1062]
company-share-label: Ηλεκτρικοί Σιδηρόδρομοι: [1300, 804, 1444, 817]
appeal-sign-title: Ο Γενικός Γραμματεύς: [867, 973, 1008, 987]
book-ad: ΖΗΤΗΣΑΤΕ από τά έν Αθήναις βιβλιοπωλεία τον Α' τόμον του Πανελληνίου Λευκώματος της Εθνικής Εκατονταετηρίδος 1821-1921 της Εκδόσεως, Σταδίου 38.: [1048, 1192, 1294, 1262]
shipping-subheading: ΑΝΑΧΩΡΗΣΕΙΣ ΕΚ ΠΕΙΡΑΙΩΣ: [1079, 1034, 1263, 1047]
pantheon-ad: [376, 700, 608, 768]
signature-name: Δ. Ι. ΚΑΛΟΓΕΡΟΠΟΥΛΟΣ: [408, 500, 576, 514]
company-share-row: [1300, 1042, 1590, 1056]
article-heading: ΣΥΝΔΕΣΜΟΣ ΨΥΧΑΓΩΓΙΑΣ: [386, 63, 598, 79]
ministry-text: Γνωστοποιείται ότι κατόπιν αποφάσεως του Υπουργού, προσλαμβάνονται υπάλληλοι δια την διεκπεραίωσιν των υποθέσεων του Υπουργείου. Αί αιτήσεις υποβάλλονται μέχρι της 10ης Οκτωβρίου.: [833, 1045, 1042, 1143]
date-line: [1300, 169, 1590, 204]
